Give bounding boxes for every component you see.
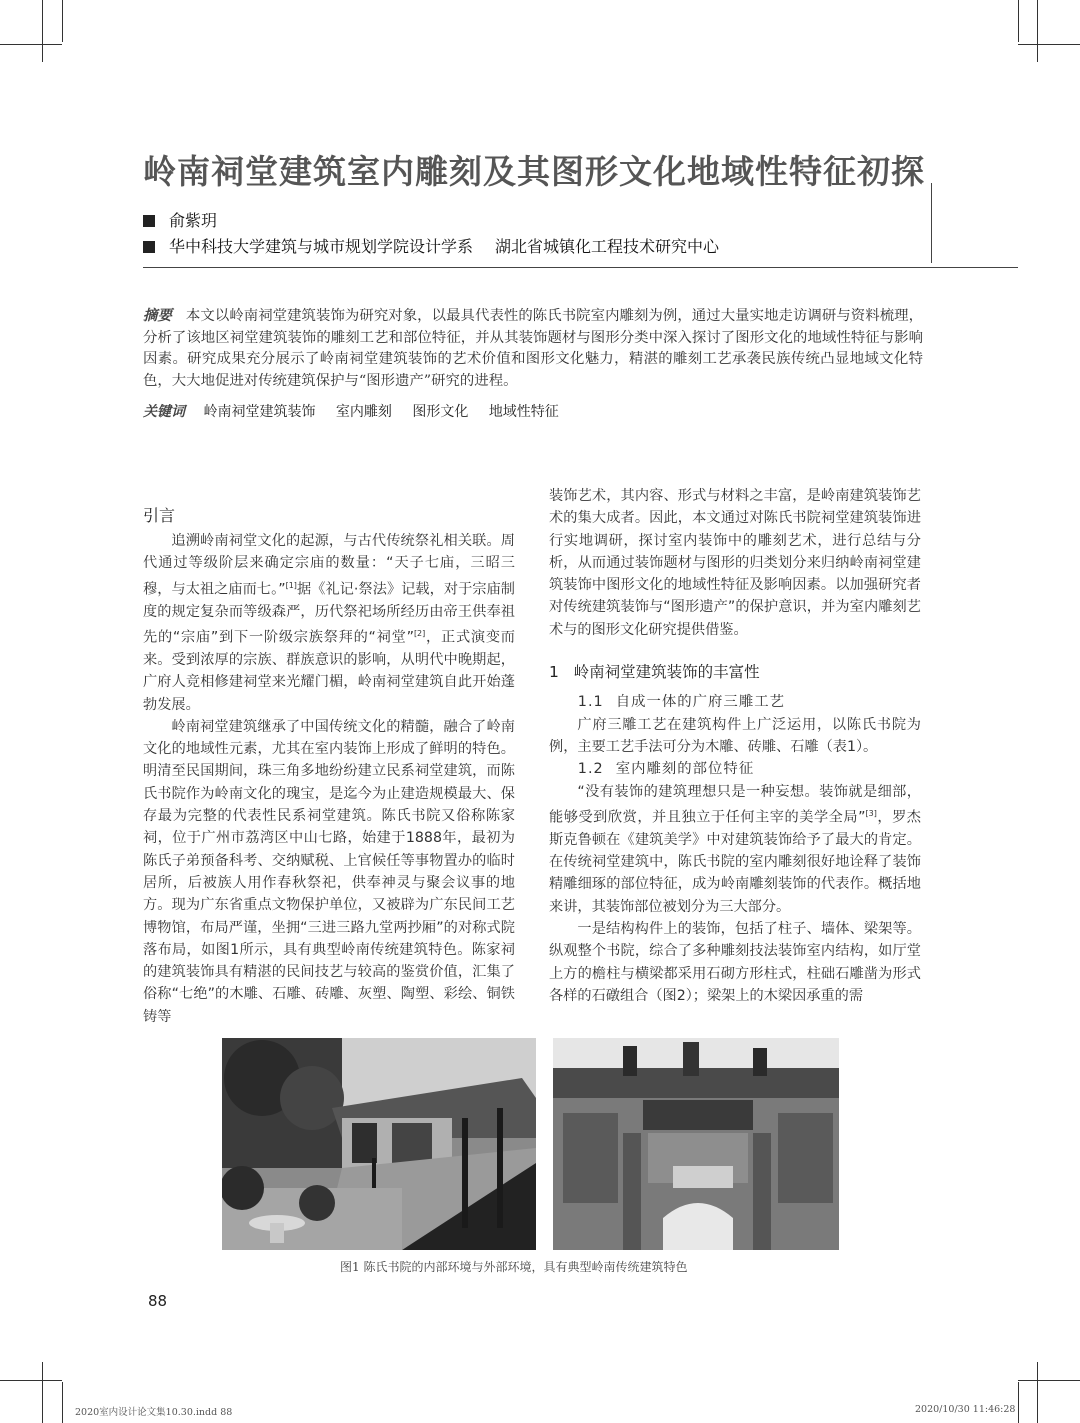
bullet-square bbox=[143, 241, 155, 253]
keyword: 图形文化 bbox=[412, 404, 469, 420]
page-number: 88 bbox=[148, 1292, 168, 1310]
crop-mark bbox=[1018, 1380, 1080, 1381]
abstract bbox=[143, 305, 923, 392]
crop-mark bbox=[0, 44, 62, 45]
figure-caption: 图1 陈氏书院的内部环境与外部环境，具有典型岭南传统建筑特色 bbox=[340, 1260, 688, 1274]
crop-mark bbox=[0, 1380, 62, 1381]
citation: [2] bbox=[413, 628, 426, 638]
citation: [1] bbox=[285, 580, 297, 590]
print-slug-left: 2020室内设计论文集10.30.indd 88 bbox=[75, 1407, 233, 1418]
keywords bbox=[143, 401, 575, 421]
right-column bbox=[549, 485, 921, 1007]
article-title: 岭南祠堂建筑室内雕刻及其图形文化地域性特征初探 bbox=[143, 152, 925, 191]
paragraph: 装饰艺术，其内容、形式与材料之丰富，是岭南建筑装饰艺术的集大成者。因此，本文通过对陈氏书院祠堂建筑装饰进行实地调研，探讨室内装饰中的雕刻艺术，进行总结与分析，从而通过装饰题材与图形的归类划分来归纳岭南祠堂建筑装饰中图形文化的地域性特征及影响因素。以加强研究者对传统建筑装饰与“图形遗产”的保护意识，并为室内雕刻艺术与的图形文化研究提供借鉴。 bbox=[549, 488, 921, 638]
paragraph: 一是结构构件上的装饰，包括了柱子、墙体、梁架等。纵观整个书院，综合了多种雕刻技法装饰室内结构，如厅堂上方的檐柱与横梁都采用石砌方形柱式，柱础石雕凿为形式各样的石礅组合（图2）；梁架上的木梁因承重的需 bbox=[549, 921, 921, 1004]
paragraph: 广府三雕工艺在建筑构件上广泛运用，以陈氏书院为例，主要工艺手法可分为木雕、砖雕、石雕（表1）。 bbox=[549, 716, 921, 755]
title-rule-vertical bbox=[931, 183, 932, 263]
section-heading-1: 1 岭南祠堂建筑装饰的丰富性 bbox=[549, 663, 760, 682]
crop-mark bbox=[42, 0, 43, 62]
affiliation-1: 华中科技大学建筑与城市规划学院设计学系 bbox=[169, 237, 474, 256]
crop-mark bbox=[1018, 44, 1080, 45]
figure-1-interior-photo bbox=[222, 1038, 536, 1250]
keywords-label: 关键词 bbox=[143, 404, 185, 420]
crop-mark bbox=[42, 1362, 43, 1423]
subsection-heading-1-2: 1.2 室内雕刻的部位特征 bbox=[577, 761, 755, 778]
citation: [3] bbox=[865, 808, 877, 818]
author-line bbox=[143, 208, 217, 231]
print-slug-right: 2020/10/30 11:46:28 bbox=[915, 1404, 1016, 1415]
figure-1-exterior-photo bbox=[553, 1038, 839, 1250]
keyword: 室内雕刻 bbox=[335, 404, 392, 420]
bullet-square bbox=[143, 215, 155, 227]
keyword: 地域性特征 bbox=[488, 404, 559, 420]
paragraph: 岭南祠堂建筑继承了中国传统文化的精髓，融合了岭南文化的地域性元素，尤其在室内装饰上形成了鲜明的特色。明清至民国期间，珠三角多地纷纷建立民系祠堂建筑，而陈氏书院作为岭南文化的瑰宝，是迄今为止建造规模最大、保存最为完整的代表性民系祠堂建筑。陈氏书院又俗称陈家祠，位于广州市荔湾区中山七路，始建于1888年，最初为陈氏子弟预备科考、交纳赋税、上官候任等事物置办的临时居所，后被族人用作春秋祭祀，供奉神灵与聚会议事的地方。现为广东省重点文物保护单位，又被辟为广东民间工艺博物馆，布局严谨，坐拥“三进三路九堂两抄厢”的对称式院落布局，如图1所示，具有典型岭南传统建筑特色。陈家祠的建筑装饰具有精湛的民间技艺与较高的鉴赏价值，汇集了俗称“七绝”的木雕、石雕、砖雕、灰塑、陶塑、彩绘、铜铁铸等 bbox=[143, 718, 515, 1025]
section-heading-intro: 引言 bbox=[143, 506, 176, 525]
author-name: 俞紫玥 bbox=[169, 211, 218, 230]
title-rule-horizontal bbox=[143, 267, 1018, 268]
left-column bbox=[143, 530, 515, 1028]
affiliation-2: 湖北省城镇化工程技术研究中心 bbox=[495, 237, 720, 256]
keyword: 岭南祠堂建筑装饰 bbox=[203, 404, 316, 420]
paragraph: 追溯岭南祠堂文化的起源，与古代传统祭礼相关联。周代通过等级阶层来确定宗庙的数量：“天子七庙，三昭三穆，与太祖之庙而七。”[1]据《礼记·祭法》记载，对于宗庙制度的规定复杂而等级森严，历代祭祀场所经历由帝王供奉祖先的“宗庙”到下一阶级宗族祭拜的“祠堂”[2]，正式演变而来。受到浓厚的宗族、群族意识的影响，从明代中晚期起，广府人竞相修建祠堂来光耀门楣，岭南祠堂建筑自此开始蓬勃发展。 bbox=[143, 533, 515, 713]
abstract-text: 本文以岭南祠堂建筑装饰为研究对象，以最具代表性的陈氏书院室内雕刻为例，通过大量实地走访调研与资料梳理，分析了该地区祠堂建筑装饰的雕刻工艺和部位特征，并从其装饰题材与图形分类中深入探讨了图形文化的地域性特征与影响因素。研究成果充分展示了岭南祠堂建筑装饰的艺术价值和图形文化魅力，精湛的雕刻工艺承袭民族传统凸显地域文化特色，大大地促进对传统建筑保护与“图形遗产”研究的进程。 bbox=[143, 308, 923, 389]
abstract-label: 摘要 bbox=[143, 307, 172, 324]
crop-mark bbox=[1018, 1382, 1019, 1423]
paragraph: “没有装饰的建筑理想只是一种妄想。装饰就是细部，能够受到欣赏，并且独立于任何主宰的美学全局”[3]，罗杰斯克鲁顿在《建筑美学》中对建筑装饰给予了最大的肯定。在传统祠堂建筑中，陈氏书院的室内雕刻很好地诠释了装饰精雕细琢的部位特征，成为岭南雕刻装饰的代表作。概括地来讲，其装饰部位被划分为三大部分。 bbox=[549, 783, 921, 915]
crop-mark bbox=[1037, 0, 1038, 62]
subsection-heading-1-1: 1.1 自成一体的广府三雕工艺 bbox=[577, 694, 785, 711]
crop-mark bbox=[62, 1382, 63, 1423]
affiliation-line bbox=[143, 234, 719, 257]
crop-mark bbox=[1018, 0, 1019, 42]
crop-mark bbox=[62, 0, 63, 42]
crop-mark bbox=[1037, 1362, 1038, 1423]
